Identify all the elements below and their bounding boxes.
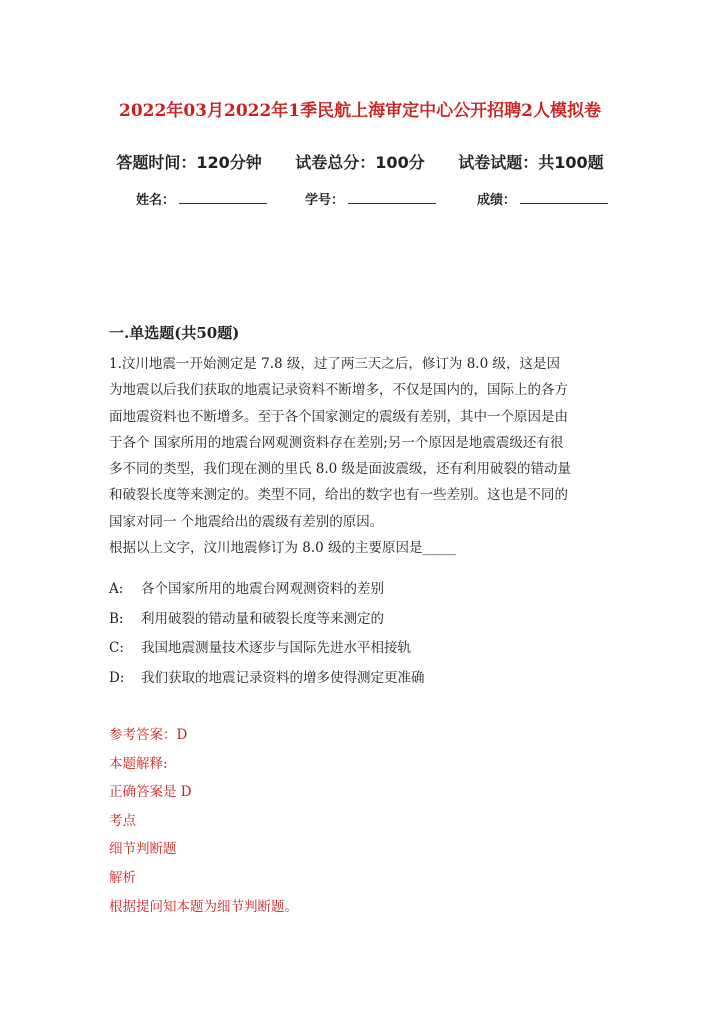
option-key: C:: [109, 640, 124, 656]
option-text: 各个国家所用的地震台网观测资料的差别: [141, 581, 384, 597]
option-a: [109, 575, 425, 605]
name-field: [136, 189, 267, 208]
document-title: 2022年03月2022年1季民航上海审定中心公开招聘2人模拟卷: [119, 101, 601, 121]
student-id-blank: [348, 189, 436, 204]
answer-block: [109, 721, 298, 921]
option-text: 我们获取的地震记录资料的增多使得测定更准确: [141, 669, 425, 686]
score-label: 成绩：: [477, 193, 517, 208]
name-blank: [179, 189, 267, 204]
option-key: D:: [109, 669, 125, 686]
student-id-field: [305, 189, 436, 208]
point-label: 考点: [109, 812, 136, 829]
question-stem: [109, 351, 605, 561]
option-d: [109, 664, 425, 694]
stem-line: 面地震资料也不断增多。至于各个国家测定的震级有差别，其中一个原因是由: [109, 408, 568, 425]
explanation-label: 本题解释:: [109, 755, 168, 772]
analysis-text: 根据提问知本题为细节判断题。: [109, 898, 298, 915]
stem-line: 根据以上文字，汶川地震修订为 8.0 级的主要原因是_____: [109, 540, 457, 557]
section-title: 一.单选题(共50题): [109, 324, 240, 342]
score-field: [477, 189, 608, 208]
name-label: 姓名：: [136, 193, 176, 208]
point-text: 细节判断题: [109, 841, 177, 858]
score-blank: [520, 189, 608, 204]
stem-line: 于各个 国家所用的地震台网观测资料存在差别;另一个原因是地震震级还有很: [109, 434, 564, 451]
exam-question-count: 试卷试题：共100题: [458, 153, 604, 172]
option-text: 我国地震测量技术逐步与国际先进水平相接轨: [141, 640, 411, 656]
reference-answer: 参考答案：D: [109, 727, 188, 743]
option-key: A:: [109, 581, 124, 597]
exam-info: [0, 150, 720, 173]
stem-line: 多不同的类型，我们现在测的里氏 8.0 级是面波震级，还有利用破裂的错动量: [109, 461, 572, 478]
option-c: [109, 634, 425, 664]
option-text: 利用破裂的错动量和破裂长度等来测定的: [141, 610, 384, 627]
stem-line: 1.汶川地震一开始测定是 7.8 级，过了两三天之后，修订为 8.0 级，这是因: [109, 356, 560, 372]
question-options: [109, 575, 425, 693]
stem-line: 为地震以后我们获取的地震记录资料不断增多，不仅是国内的，国际上的各方: [109, 382, 568, 399]
exam-time: 答题时间：120分钟: [116, 153, 262, 172]
option-key: B:: [109, 610, 124, 627]
stem-line: 国家对同一 个地震给出的震级有差别的原因。: [109, 513, 384, 530]
analysis-label: 解析: [109, 869, 136, 886]
stem-line: 和破裂长度等来测定的。类型不同，给出的数字也有一些差别。这也是不同的: [109, 487, 568, 504]
correct-answer: 正确答案是 D: [109, 784, 192, 801]
student-id-label: 学号：: [305, 193, 345, 208]
option-b: [109, 605, 425, 635]
exam-total-score: 试卷总分：100分: [295, 153, 425, 172]
